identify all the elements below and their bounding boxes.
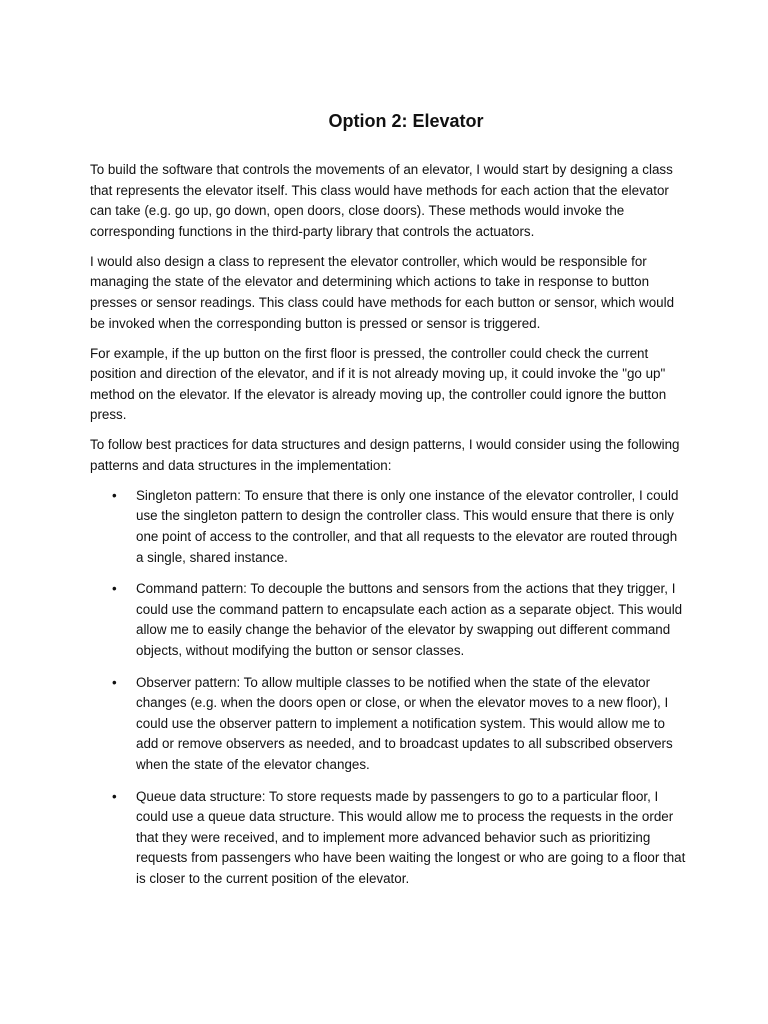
list-item [90, 673, 686, 776]
paragraph: For example, if the up button on the first floor is pressed, the controller could check the current position and direction of the elevator, and if it is not already moving up, it could invoke the "go up" method on the elevator. If the elevator is already moving up, the controller could ignore the button press. [90, 345, 667, 423]
patterns-list [90, 486, 686, 890]
paragraph: I would also design a class to represent the elevator controller, which would be responsible for managing the state of the elevator and determining which actions to take in response to button presses or sensor readings. This class could have methods for each button or sensor, which would be invoked when the corresponding button is pressed or sensor is triggered. [90, 253, 675, 331]
bullet-icon: • [112, 581, 117, 597]
document-body [90, 160, 686, 901]
list-item-text: Observer pattern: To allow multiple classes to be notified when the state of the elevator changes (e.g. when the doors open or close, or when the elevator moves to a new floor), I could use the observer pattern to implement a notification system. This would allow me to add or remove observers as needed, and to broadcast updates to all subscribed observers when the state of the elevator changes. [136, 674, 673, 772]
list-item-text: Command pattern: To decouple the buttons and sensors from the actions that they trigger, I could use the command pattern to encapsulate each action as a separate object. This would allow me to easily change the behavior of the elevator by swapping out different command objects, without modifying the button or sensor classes. [136, 581, 683, 659]
list-item-text: Singleton pattern: To ensure that there is only one instance of the elevator controller, I could use the singleton pattern to design the controller class. This would ensure that there is only one point of access to the controller, and that all requests to the elevator are routed through a single, shared instance. [136, 487, 679, 565]
list-item [90, 486, 686, 568]
bullet-icon: • [112, 674, 117, 690]
paragraph: To build the software that controls the movements of an elevator, I would start by designing a class that represents the elevator itself. This class would have methods for each action that the elevator can take (e.g. go up, go down, open doors, close doors). These methods would invoke the corresponding functions in the third-party library that controls the actuators. [90, 162, 673, 239]
list-item [90, 579, 686, 661]
bullet-icon: • [112, 487, 117, 503]
list-item-text: Queue data structure: To store requests made by passengers to go to a particular floor, I could use a queue data structure. This would allow me to process the requests in the order that they were received, and to implement more advanced behavior such as prioritizing requests from passengers who have been waiting the longest or who are going to a floor that is closer to the current position of the elevator. [136, 788, 686, 886]
list-item [90, 787, 686, 890]
paragraph: To follow best practices for data structures and design patterns, I would consider using the following patterns and data structures in the implementation: [90, 437, 680, 473]
document-title: Option 2: Elevator [328, 111, 484, 131]
bullet-icon: • [112, 788, 117, 804]
